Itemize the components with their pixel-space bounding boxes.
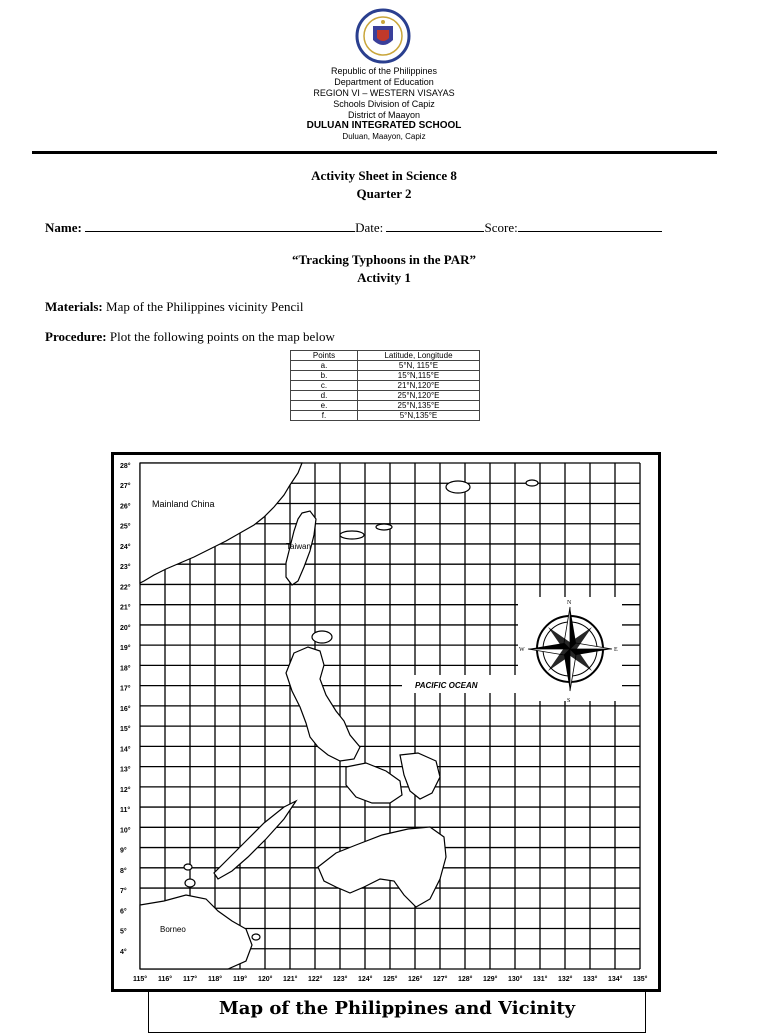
longitude-labels [133, 975, 648, 983]
compass-s: S [567, 698, 571, 704]
latitude-label: 28° [120, 463, 131, 470]
latitude-label: 26° [120, 503, 131, 511]
longitude-label: 118° [208, 976, 223, 983]
borneo-shape [140, 895, 252, 969]
point-label: f. [291, 411, 358, 421]
compass-rose-icon [518, 597, 622, 704]
point-label: e. [291, 401, 358, 411]
activity-number: Activity 1 [357, 270, 411, 285]
point-label: a. [291, 361, 358, 371]
fields-row [45, 219, 662, 236]
longitude-label: 116° [158, 976, 173, 983]
longitude-label: 129° [483, 976, 498, 983]
sheet-title: Activity Sheet in Science 8 [311, 168, 457, 183]
date-field[interactable] [386, 219, 484, 232]
score-field[interactable] [518, 219, 662, 232]
island-shape [376, 524, 392, 530]
table-row [291, 381, 480, 391]
point-label: d. [291, 391, 358, 401]
points-table [290, 350, 480, 421]
latitude-label: 8° [120, 867, 127, 875]
longitude-label: 135° [633, 976, 648, 983]
pacific-ocean-label: PACIFIC OCEAN [415, 681, 478, 690]
header-line-division: Schools Division of Capiz [333, 99, 435, 109]
sheet-quarter: Quarter 2 [356, 186, 412, 201]
table-row [291, 371, 480, 381]
longitude-label: 125° [383, 976, 398, 983]
longitude-label: 120° [258, 976, 273, 983]
header-divider [32, 151, 717, 154]
island-shape [184, 864, 192, 870]
island-shape [446, 481, 470, 493]
latitude-label: 25° [120, 523, 131, 531]
materials-line [45, 299, 304, 315]
mainland-china-label: Mainland China [152, 499, 215, 509]
longitude-label: 121° [283, 976, 298, 983]
longitude-label: 122° [308, 976, 323, 983]
procedure-text: Plot the following points on the map below [109, 329, 335, 344]
luzon-island [286, 647, 360, 761]
compass-n: N [567, 600, 572, 606]
procedure-line [45, 329, 335, 345]
longitude-label: 127° [433, 976, 448, 983]
point-label: b. [291, 371, 358, 381]
latitude-label: 18° [120, 665, 131, 673]
island-shape [526, 480, 538, 486]
island-shape [312, 631, 332, 643]
table-row [291, 411, 480, 421]
longitude-label: 119° [233, 976, 248, 983]
island-shape [185, 879, 195, 887]
philippines-map [114, 455, 658, 989]
island-shape [340, 531, 364, 539]
header-line-region: REGION VI – WESTERN VISAYAS [313, 88, 455, 98]
table-row [291, 361, 480, 371]
name-label: Name: [45, 220, 82, 235]
latitude-label: 10° [120, 827, 131, 835]
latitude-label: 15° [120, 726, 131, 734]
header-line-district: District of Maayon [347, 110, 421, 120]
taiwan-label: Taiwan [286, 542, 311, 551]
longitude-label: 131° [533, 976, 548, 983]
points-column-header: Points [291, 351, 358, 361]
longitude-label: 130° [508, 976, 523, 983]
table-row [291, 391, 480, 401]
latitude-label: 23° [120, 564, 131, 572]
point-coords: 21°N,120°E [358, 381, 480, 391]
points-table-wrapper [290, 350, 480, 447]
longitude-label: 115° [133, 976, 148, 983]
latitude-labels [120, 462, 131, 956]
latitude-label: 14° [120, 746, 131, 754]
latitude-label: 19° [120, 645, 131, 653]
latitude-label: 5° [120, 928, 127, 936]
island-shape [252, 934, 260, 940]
longitude-label: 117° [183, 976, 198, 983]
points-table-header [291, 351, 480, 361]
latitude-label: 16° [120, 705, 131, 713]
point-coords: 25°N,135°E [358, 401, 480, 411]
compass-w: W [519, 647, 525, 653]
deped-seal-logo [355, 8, 411, 64]
name-field[interactable] [85, 219, 355, 232]
latitude-label: 7° [120, 888, 127, 896]
latitude-label: 12° [120, 786, 131, 794]
philippines-map-frame [111, 452, 661, 992]
longitude-label: 124° [358, 976, 373, 983]
latitude-label: 11° [120, 807, 131, 815]
mindanao-island [318, 827, 446, 907]
longitude-label: 133° [583, 976, 598, 983]
land-masses [140, 463, 538, 969]
compass-e: E [614, 647, 618, 653]
latitude-label: 4° [120, 948, 127, 956]
header-line-republic: Republic of the Philippines [330, 66, 438, 76]
procedure-label: Procedure: [45, 329, 107, 344]
latlong-column-header: Latitude, Longitude [358, 351, 480, 361]
point-coords: 15°N,115°E [358, 371, 480, 381]
longitude-label: 126° [408, 976, 423, 983]
header-school-address: Duluan, Maayon, Capiz [342, 132, 426, 141]
longitude-label: 132° [558, 976, 573, 983]
latitude-label: 17° [120, 685, 131, 693]
latitude-label: 24° [120, 543, 131, 551]
latitude-label: 9° [120, 847, 127, 855]
longitude-label: 134° [608, 976, 623, 983]
latitude-label: 6° [120, 908, 127, 916]
map-caption: Map of the Philippines and Vicinity [218, 998, 576, 1019]
header-line-deped: Department of Education [334, 77, 434, 87]
point-coords: 5°N, 115°E [358, 361, 480, 371]
longitude-label: 128° [458, 976, 473, 983]
score-label: Score: [484, 220, 518, 235]
borneo-label: Borneo [160, 925, 186, 934]
latitude-label: 22° [120, 584, 131, 592]
point-coords: 5°N,135°E [358, 411, 480, 421]
activity-title: “Tracking Typhoons in the PAR” [292, 252, 476, 267]
longitude-label: 123° [333, 976, 348, 983]
materials-text: Map of the Philippines vicinity Pencil [106, 299, 304, 314]
point-coords: 25°N,120°E [358, 391, 480, 401]
header-school-name: DULUAN INTEGRATED SCHOOL [306, 120, 462, 131]
visayas-islands [346, 763, 402, 803]
mainland-china-shape [140, 463, 302, 583]
materials-label: Materials: [45, 299, 103, 314]
map-caption-box [148, 991, 646, 1033]
table-row [291, 401, 480, 411]
date-label: Date: [355, 220, 384, 235]
latitude-label: 27° [120, 483, 131, 491]
latitude-label: 20° [120, 624, 131, 632]
point-label: c. [291, 381, 358, 391]
latitude-label: 13° [120, 766, 131, 774]
latitude-label: 21° [120, 604, 131, 612]
samar-leyte [400, 753, 440, 799]
